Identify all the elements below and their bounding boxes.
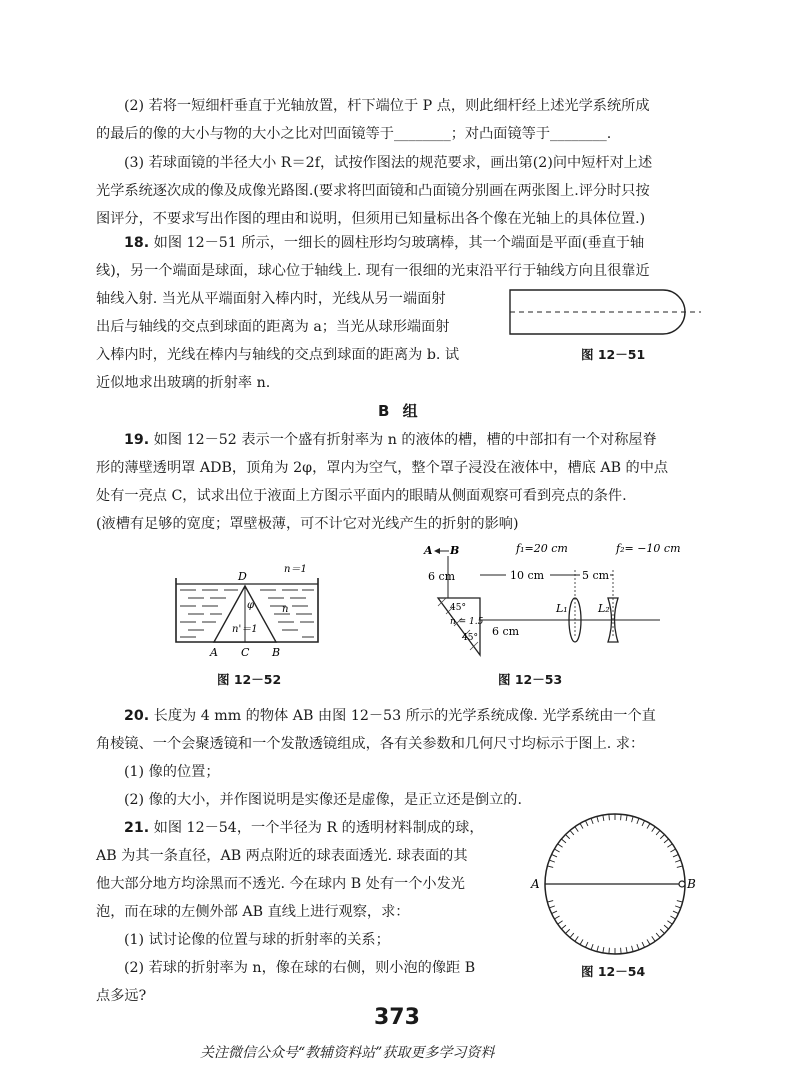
coating-tick	[626, 815, 627, 821]
coating-tick	[652, 936, 655, 941]
coating-tick	[656, 933, 660, 938]
coating-tick	[632, 816, 634, 822]
label-phi: φ	[247, 600, 255, 611]
coating-tick	[626, 947, 627, 953]
label-45-top: 45°	[450, 603, 466, 613]
label-n: n	[282, 604, 289, 615]
coating-tick	[580, 939, 583, 944]
coating-tick	[647, 823, 650, 828]
coating-tick	[585, 942, 588, 947]
question-19: 19. 如图 12－52 表示一个盛有折射率为 n 的液体的槽，槽的中部扣有一个对称屋脊	[124, 432, 657, 448]
text-line: 线)，另一个端面是球面，球心位于轴线上. 现有一很细的光束沿平行于轴线方向且很靠近	[96, 263, 650, 279]
coating-tick	[591, 944, 593, 950]
coating-tick	[632, 946, 634, 952]
section-heading: B 组	[378, 402, 422, 420]
coating-tick	[642, 942, 645, 947]
coating-tick	[554, 849, 559, 852]
text-line: 点多远?	[96, 988, 147, 1004]
coating-tick	[637, 944, 639, 950]
coating-tick	[673, 854, 678, 857]
text-line: 近似地求出玻璃的折射率 n.	[96, 375, 271, 391]
label-6cm-horizontal: 6 cm	[492, 625, 520, 638]
coating-tick	[660, 835, 664, 839]
coating-tick	[670, 849, 675, 852]
coating-tick	[677, 866, 683, 868]
label-a: A	[531, 877, 540, 891]
coating-tick	[677, 901, 683, 903]
figure-12-53	[420, 540, 720, 665]
label-index: n = 1.5	[450, 617, 484, 627]
label-f1: f₁=20 cm	[516, 542, 568, 555]
question-18: 18. 如图 12－51 所示，一细长的圆柱形均匀玻璃棒，其一个端面是平面(垂直于轴	[124, 235, 645, 251]
coating-tick	[570, 830, 574, 835]
coating-tick	[675, 906, 681, 908]
coating-tick	[580, 823, 583, 828]
page-number: 373	[374, 1005, 420, 1030]
figure-12-51	[505, 286, 705, 336]
text-line: 形的薄壁透明罩 ADB，顶角为 2φ，罩内为空气，整个罩子浸没在液体中，槽底 AB 的中点	[96, 460, 669, 476]
coating-tick	[552, 911, 557, 914]
label-a: A	[424, 544, 433, 557]
coating-tick	[561, 925, 566, 929]
text-line: (液槽有足够的宽度；罩壁极薄，可不计它对光线产生的折射的影响)	[96, 516, 519, 532]
text-line: 光学系统逐次成的像及成像光路图.(要求将凹面镜和凸面镜分别画在两张图上.评分时只按	[96, 183, 650, 199]
text-line: AB 为其一条直径，AB 两点附近的球表面透光. 球表面的其	[96, 848, 468, 864]
coating-tick	[670, 916, 675, 919]
caption-12-52: 图 12－52	[217, 672, 282, 687]
coating-tick	[547, 901, 553, 903]
coating-tick	[575, 936, 578, 941]
figure-12-54	[525, 810, 705, 960]
arrow-head	[434, 548, 440, 554]
text-line: (2) 若球的折射率为 n，像在球的右侧，则小泡的像距 B	[124, 960, 476, 976]
label-b: B	[272, 646, 281, 659]
coating-tick	[673, 911, 678, 914]
text-line: 的最后的像的大小与物的大小之比对凹面镜等于________；对凸面镜等于________.	[96, 126, 612, 142]
text-line: 出后与轴线的交点到球面的距离为 a；当光从球形端面射	[96, 319, 450, 335]
coating-tick	[667, 921, 672, 924]
coating-tick	[603, 947, 604, 953]
coating-tick	[664, 925, 669, 929]
coating-tick	[554, 916, 559, 919]
coating-tick	[603, 815, 604, 821]
light-bulb	[679, 881, 685, 887]
coating-tick	[549, 906, 555, 908]
coating-tick	[570, 933, 574, 938]
coating-tick	[656, 830, 660, 835]
coating-tick	[637, 818, 639, 824]
label-6cm: 6 cm	[428, 570, 456, 583]
coating-tick	[566, 929, 570, 933]
text-line: (1) 试讨论像的位置与球的折射率的关系；	[124, 932, 390, 948]
coating-tick	[667, 844, 672, 847]
label-b: B	[450, 544, 460, 557]
text-line: (1) 像的位置；	[124, 764, 220, 780]
question-21: 21. 如图 12－54，一个半径为 R 的透明材料制成的球，	[124, 820, 484, 836]
coating-tick	[591, 818, 593, 824]
caption-12-54: 图 12－54	[581, 964, 646, 979]
label-inner-index: n'＝1	[232, 624, 258, 635]
question-20: 20. 长度为 4 mm 的物体 AB 由图 12－53 所示的光学系统成像. 光学系统由一个直	[124, 708, 656, 724]
caption-12-53: 图 12－53	[498, 672, 563, 687]
text-line: 泡，而在球的左侧外部 AB 直线上进行观察，求：	[96, 904, 410, 920]
label-a: A	[210, 646, 218, 659]
text-line: 处有一亮点 C，试求出位于液面上方图示平面内的眼睛从侧面观察可看到亮点的条件.	[96, 488, 627, 504]
coating-tick	[664, 839, 669, 843]
label-10cm: 10 cm	[510, 569, 545, 582]
label-5cm: 5 cm	[582, 569, 610, 582]
coating-tick	[609, 948, 610, 954]
coating-tick	[647, 939, 650, 944]
text-line: 轴线入射. 当光从平端面射入棒内时，光线从另一端面射	[96, 291, 446, 307]
coating-tick	[660, 929, 664, 933]
text-line: (2) 像的大小，并作图说明是实像还是虚像，是正立还是倒立的.	[124, 792, 522, 808]
coating-tick	[597, 816, 599, 822]
text-line: 角棱镜、一个会聚透镜和一个发散透镜组成，各有关参数和几何尺寸均标示于图上. 求：	[96, 736, 645, 752]
text-line: 他大部分地方均涂黑而不透光. 今在球内 B 处有一个小发光	[96, 876, 465, 892]
coating-tick	[566, 835, 570, 839]
coating-tick	[585, 821, 588, 826]
coating-tick	[547, 866, 553, 868]
coating-tick	[621, 814, 622, 820]
label-45-bottom: 45°	[462, 633, 478, 643]
coating-tick	[561, 839, 566, 843]
label-d: D	[238, 570, 247, 583]
coating-tick	[675, 860, 681, 862]
coating-tick	[552, 854, 557, 857]
text-line: 入棒内时，光线在棒内与轴线的交点到球面的距离为 b. 试	[96, 347, 460, 363]
coating-tick	[609, 814, 610, 820]
footer-note: 关注微信公众号“教辅资料站”获取更多学习资料	[200, 1045, 495, 1061]
coating-tick	[621, 948, 622, 954]
label-l2: L₂	[598, 602, 610, 615]
text-line: (3) 若球面镜的半径大小 R＝2f，试按作图法的规范要求，画出第(2)问中短杆对上述	[124, 155, 653, 171]
coating-tick	[642, 821, 645, 826]
text-line: (2) 若将一短细杆垂直于光轴放置，杆下端位于 P 点，则此细杆经上述光学系统所成	[124, 98, 650, 114]
label-air-index: n＝1	[284, 564, 307, 575]
label-f2: f₂= −10 cm	[616, 542, 681, 555]
coating-tick	[652, 827, 655, 832]
text-line: 图评分，不要求写出作图的理由和说明，但须用已知量标出各个像在光轴上的具体位置.)	[96, 211, 646, 227]
coating-tick	[549, 860, 555, 862]
coating-tick	[597, 946, 599, 952]
label-c: C	[241, 646, 250, 659]
label-b: B	[687, 877, 696, 891]
coating-tick	[575, 827, 578, 832]
coating-tick	[558, 844, 563, 847]
label-l1: L₁	[556, 602, 568, 615]
figure-12-52	[172, 562, 322, 660]
coating-tick	[558, 921, 563, 924]
caption-12-51: 图 12－51	[581, 347, 646, 362]
